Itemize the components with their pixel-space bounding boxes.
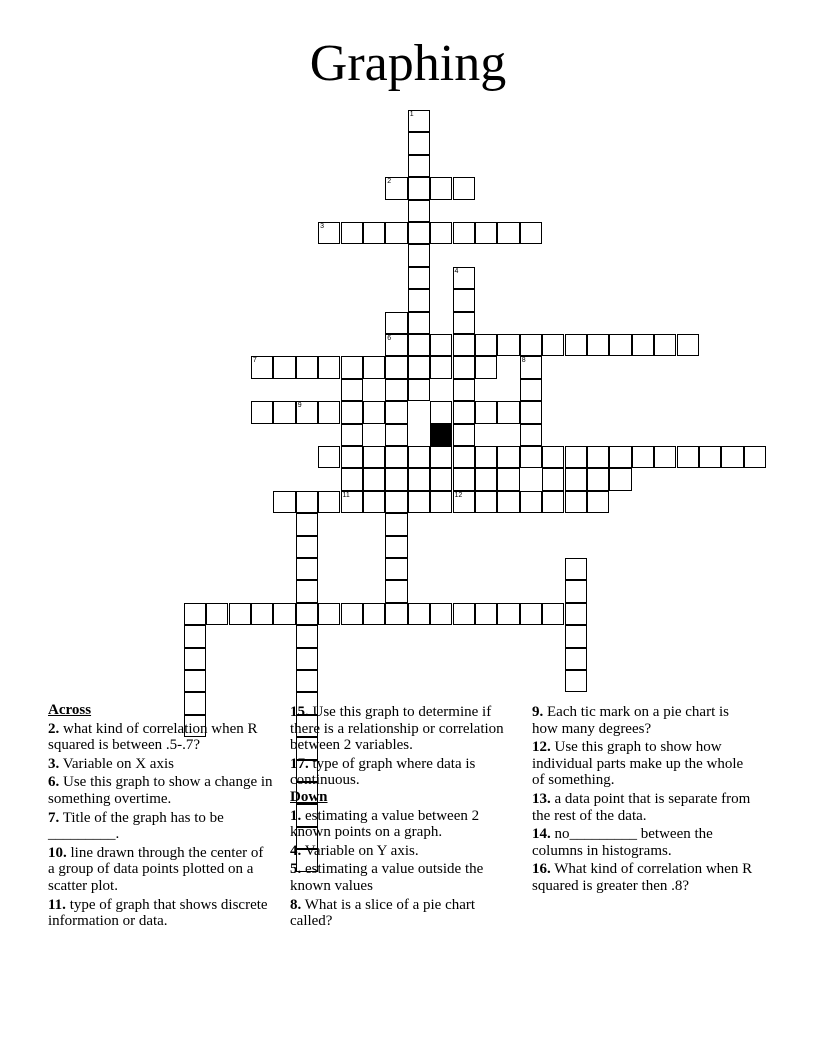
crossword-cell[interactable] (430, 491, 452, 513)
clue-column-3 (532, 702, 757, 895)
crossword-cell[interactable] (318, 401, 340, 423)
crossword-cell[interactable] (520, 424, 542, 446)
clue-item-number: 2. (48, 720, 60, 737)
crossword-cell[interactable] (542, 603, 564, 625)
crossword-cell[interactable] (565, 558, 587, 580)
crossword-cell[interactable] (453, 356, 475, 378)
crossword-cell[interactable] (341, 222, 363, 244)
crossword-cell[interactable] (385, 446, 407, 468)
across-clue-list-continued (290, 704, 515, 789)
crossword-cell[interactable] (520, 401, 542, 423)
crossword-cell[interactable] (318, 603, 340, 625)
crossword-cell[interactable] (385, 468, 407, 490)
clue-item-text: Variable on X axis (59, 755, 174, 772)
crossword-cell[interactable] (385, 401, 407, 423)
crossword-cell[interactable] (408, 446, 430, 468)
clue-item-number: 17. (290, 755, 309, 772)
clue-item-text: Use this graph to show how individual parts make up the whole of something. (532, 739, 744, 789)
crossword-cell[interactable] (453, 177, 475, 199)
crossword-cell[interactable] (430, 468, 452, 490)
crossword-cell[interactable] (341, 424, 363, 446)
clue-item (290, 897, 515, 930)
crossword-cell[interactable] (251, 401, 273, 423)
clue-item-text: a data point that is separate from the rest of the data. (532, 790, 751, 824)
crossword-cell[interactable] (721, 446, 743, 468)
crossword-cell[interactable] (520, 446, 542, 468)
crossword-cell[interactable] (385, 424, 407, 446)
crossword-cell[interactable] (453, 222, 475, 244)
clue-number: 11 (342, 491, 350, 499)
crossword-cell[interactable] (408, 155, 430, 177)
crossword-cell[interactable] (296, 536, 318, 558)
clue-item-text: line drawn through the center of a group of data points plotted on a scatter plot. (48, 844, 264, 894)
crossword-cell[interactable] (654, 334, 676, 356)
crossword-cell[interactable] (430, 222, 452, 244)
crossword-cell[interactable] (184, 625, 206, 647)
clue-item (532, 826, 757, 859)
crossword-cell[interactable] (296, 603, 318, 625)
across-clue-list (48, 721, 273, 930)
clue-number: 7 (252, 357, 257, 365)
crossword-cell[interactable] (565, 491, 587, 513)
clue-number: 1 (409, 111, 414, 118)
crossword-cell[interactable] (251, 603, 273, 625)
crossword-cell[interactable] (408, 468, 430, 490)
clue-number: 4 (454, 267, 459, 275)
crossword-cell[interactable] (475, 468, 497, 490)
crossword-cell[interactable] (385, 491, 407, 513)
crossword-cell[interactable] (385, 603, 407, 625)
clue-item (48, 774, 273, 807)
clue-item-number: 12. (532, 739, 551, 756)
crossword-cell[interactable] (565, 625, 587, 647)
clue-number: 9 (297, 402, 302, 410)
clue-item (48, 845, 273, 895)
crossword-cell[interactable] (408, 334, 430, 356)
puzzle-title: Graphing (309, 35, 507, 92)
clue-number: 12 (454, 491, 463, 499)
crossword-cell[interactable] (408, 379, 430, 401)
crossword-cell[interactable] (453, 401, 475, 423)
clue-item-number: 16. (532, 861, 551, 878)
crossword-cell[interactable] (497, 334, 519, 356)
clue-item (532, 791, 757, 824)
clue-item (532, 739, 757, 789)
down-clue-list-continued (532, 704, 757, 895)
clue-item (48, 897, 273, 930)
clue-item-text: what kind of correlation when R squared is between .5-.7? (48, 720, 258, 754)
crossword-cell[interactable] (677, 334, 699, 356)
crossword-cell[interactable] (497, 222, 519, 244)
crossword-cell[interactable] (677, 446, 699, 468)
crossword-cell[interactable] (318, 222, 340, 244)
crossword-cell[interactable] (744, 446, 766, 468)
clue-number: 6 (387, 335, 392, 342)
clue-item-text: What is a slice of a pie chart called? (290, 896, 476, 930)
crossword-cell[interactable] (385, 334, 407, 356)
crossword-cell[interactable] (408, 110, 430, 132)
crossword-cell[interactable] (363, 491, 385, 513)
crossword-cell[interactable] (341, 379, 363, 401)
crossword-cell[interactable] (565, 670, 587, 692)
blocked-cell (430, 424, 452, 446)
crossword-cell[interactable] (520, 356, 542, 378)
crossword-cell[interactable] (318, 491, 340, 513)
crossword-cell[interactable] (542, 491, 564, 513)
crossword-cell[interactable] (408, 356, 430, 378)
crossword-cell[interactable] (408, 603, 430, 625)
crossword-cell[interactable] (565, 580, 587, 602)
clue-item-number: 10. (48, 844, 67, 861)
crossword-cell[interactable] (273, 491, 295, 513)
crossword-cell[interactable] (497, 446, 519, 468)
clue-item-text: estimating a value between 2 known points on a graph. (290, 807, 480, 841)
crossword-cell[interactable] (453, 379, 475, 401)
crossword-cell[interactable] (318, 446, 340, 468)
crossword-cell[interactable] (408, 132, 430, 154)
crossword-cell[interactable] (385, 312, 407, 334)
crossword-cell[interactable] (385, 379, 407, 401)
crossword-cell[interactable] (296, 356, 318, 378)
clue-item-text: Use this graph to determine if there is a relationship or correlation between 2 variables. (290, 704, 504, 754)
clue-number: 3 (320, 223, 324, 230)
crossword-cell[interactable] (408, 200, 430, 222)
clue-column-1 (48, 702, 273, 930)
crossword-cell[interactable] (341, 603, 363, 625)
clue-item-number: 15. (290, 704, 309, 720)
crossword-cell[interactable] (565, 603, 587, 625)
crossword-cell[interactable] (453, 446, 475, 468)
clue-item-number: 14. (532, 826, 551, 843)
clue-item-number: 1. (290, 807, 302, 824)
crossword-cell[interactable] (184, 603, 206, 625)
crossword-cell[interactable] (296, 491, 318, 513)
clue-item-text: Each tic mark on a pie chart is how many degrees? (532, 704, 730, 737)
crossword-cell[interactable] (609, 468, 631, 490)
crossword-cell[interactable] (475, 334, 497, 356)
clue-item (290, 861, 515, 894)
crossword-cell[interactable] (609, 334, 631, 356)
crossword-cell[interactable] (408, 177, 430, 199)
crossword-cell[interactable] (520, 491, 542, 513)
crossword-cell[interactable] (699, 446, 721, 468)
crossword-cell[interactable] (453, 424, 475, 446)
crossword-cell[interactable] (184, 670, 206, 692)
crossword-cell[interactable] (363, 222, 385, 244)
crossword-cell[interactable] (251, 356, 273, 378)
clue-item-number: 11. (48, 896, 66, 913)
crossword-cell[interactable] (296, 648, 318, 670)
clue-item-text: Title of the graph has to be _________. (48, 809, 224, 843)
crossword-cell[interactable] (587, 446, 609, 468)
crossword-cell[interactable] (385, 513, 407, 535)
clue-item (48, 756, 273, 773)
across-heading: Across (48, 702, 92, 718)
crossword-cell[interactable] (273, 401, 295, 423)
crossword-cell[interactable] (453, 334, 475, 356)
clue-item-number: 13. (532, 790, 551, 807)
crossword-cell[interactable] (453, 312, 475, 334)
crossword-cell[interactable] (587, 491, 609, 513)
crossword-cell[interactable] (296, 513, 318, 535)
crossword-cell[interactable] (654, 446, 676, 468)
crossword-cell[interactable] (565, 446, 587, 468)
crossword-cell[interactable] (542, 446, 564, 468)
clue-item-number: 4. (290, 842, 302, 859)
clue-item-number: 6. (48, 774, 60, 791)
crossword-cell[interactable] (520, 334, 542, 356)
crossword-cell[interactable] (408, 289, 430, 311)
crossword-cell[interactable] (206, 603, 228, 625)
crossword-cell[interactable] (318, 356, 340, 378)
crossword-cell[interactable] (497, 401, 519, 423)
crossword-cell[interactable] (609, 446, 631, 468)
crossword-cell[interactable] (430, 334, 452, 356)
crossword-cell[interactable] (363, 401, 385, 423)
crossword-cell[interactable] (475, 491, 497, 513)
crossword-cell[interactable] (520, 222, 542, 244)
clue-item-text: estimating a value outside the known values (290, 861, 484, 894)
crossword-cell[interactable] (430, 356, 452, 378)
crossword-cell[interactable] (296, 580, 318, 602)
down-clue-list (290, 808, 515, 930)
crossword-cell[interactable] (475, 356, 497, 378)
clue-item-text: Use this graph to show a change in something overtime. (48, 774, 273, 807)
crossword-cell[interactable] (408, 244, 430, 266)
crossword-cell[interactable] (430, 603, 452, 625)
crossword-cell[interactable] (363, 446, 385, 468)
crossword-cell[interactable] (497, 491, 519, 513)
clue-number: 2 (387, 178, 392, 186)
clue-item (290, 704, 515, 754)
crossword-cell[interactable] (296, 401, 318, 423)
clue-item (290, 756, 515, 789)
crossword-cell[interactable] (453, 289, 475, 311)
clue-item-text: Variable on Y axis. (301, 842, 419, 859)
crossword-cell[interactable] (229, 603, 251, 625)
clue-item-number: 5. (290, 861, 302, 878)
crossword-cell[interactable] (385, 558, 407, 580)
clue-item (290, 808, 515, 841)
crossword-cell[interactable] (184, 648, 206, 670)
crossword-cell[interactable] (296, 558, 318, 580)
crossword-cell[interactable] (587, 334, 609, 356)
crossword-cell[interactable] (453, 603, 475, 625)
crossword-cell[interactable] (587, 468, 609, 490)
clue-item-number: 9. (532, 704, 544, 720)
crossword-cell[interactable] (453, 267, 475, 289)
crossword-cell[interactable] (363, 603, 385, 625)
crossword-cell[interactable] (296, 670, 318, 692)
crossword-cell[interactable] (385, 222, 407, 244)
crossword-cell[interactable] (565, 334, 587, 356)
crossword-cell[interactable] (453, 468, 475, 490)
clue-item-text: What kind of correlation when R squared is greater then .8? (532, 861, 753, 894)
crossword-cell[interactable] (542, 468, 564, 490)
crossword-cell[interactable] (273, 356, 295, 378)
crossword-cell[interactable] (363, 468, 385, 490)
clue-item (48, 721, 273, 754)
crossword-cell[interactable] (341, 401, 363, 423)
crossword-cell[interactable] (430, 401, 452, 423)
crossword-cell[interactable] (385, 356, 407, 378)
crossword-cell[interactable] (475, 603, 497, 625)
crossword-cell[interactable] (632, 446, 654, 468)
crossword-cell[interactable] (341, 468, 363, 490)
crossword-cell[interactable] (565, 468, 587, 490)
crossword-cell[interactable] (385, 580, 407, 602)
crossword-cell[interactable] (430, 446, 452, 468)
crossword-cell[interactable] (475, 401, 497, 423)
clue-item-number: 8. (290, 896, 302, 913)
crossword-cell[interactable] (408, 222, 430, 244)
crossword-cell[interactable] (341, 446, 363, 468)
clue-item-text: type of graph where data is continuous. (290, 755, 476, 789)
crossword-cell[interactable] (385, 536, 407, 558)
crossword-cell[interactable] (408, 312, 430, 334)
crossword-cell[interactable] (408, 267, 430, 289)
clue-item-number: 3. (48, 755, 60, 772)
crossword-cell[interactable] (475, 222, 497, 244)
crossword-cell[interactable] (385, 177, 407, 199)
clue-number: 8 (521, 357, 526, 365)
crossword-cell[interactable] (430, 177, 452, 199)
clue-item (290, 843, 515, 860)
crossword-cell[interactable] (273, 603, 295, 625)
crossword-cell[interactable] (497, 468, 519, 490)
clue-item (532, 704, 757, 737)
clue-item (532, 861, 757, 894)
crossword-cell[interactable] (542, 334, 564, 356)
crossword-cell[interactable] (475, 446, 497, 468)
crossword-cell[interactable] (520, 379, 542, 401)
clue-item-text: no_________ between the columns in histograms. (532, 826, 713, 859)
crossword-cell[interactable] (296, 625, 318, 647)
down-heading: Down (290, 788, 328, 805)
clue-column-2 (290, 702, 515, 930)
crossword-cell[interactable] (520, 603, 542, 625)
clue-item (48, 810, 273, 843)
crossword-cell[interactable] (565, 648, 587, 670)
clue-item-text: type of graph that shows discrete information or data. (48, 896, 268, 930)
crossword-cell[interactable] (632, 334, 654, 356)
crossword-cell[interactable] (363, 356, 385, 378)
crossword-cell[interactable] (453, 491, 475, 513)
crossword-cell[interactable] (341, 491, 363, 513)
clue-item-number: 7. (48, 809, 60, 826)
crossword-cell[interactable] (408, 491, 430, 513)
crossword-cell[interactable] (497, 603, 519, 625)
crossword-cell[interactable] (341, 356, 363, 378)
